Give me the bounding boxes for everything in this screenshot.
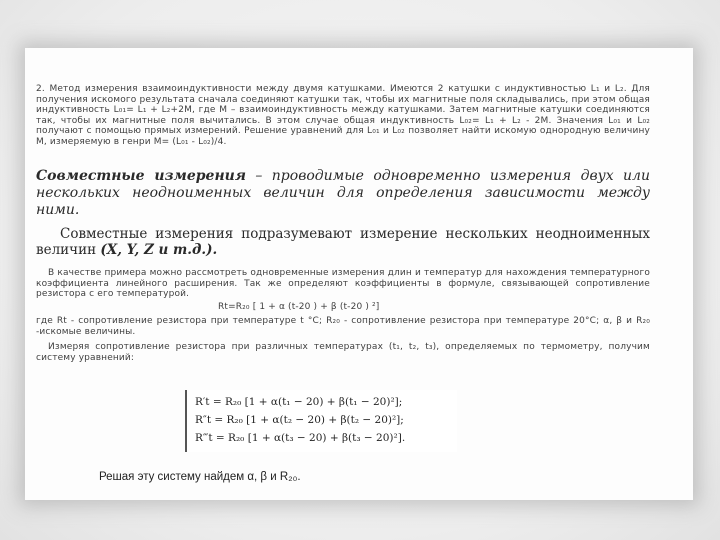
equation-2: R″t = R₂₀ [1 + α(t₂ − 20) + β(t₂ − 20)²]; bbox=[195, 414, 404, 426]
resistance-formula: Rt=R₂₀ [ 1 + α (t-20 ) + β (t-20 ) ²] bbox=[218, 302, 380, 312]
joint-text: Совместные измерения подразумевают измерение нескольких неодноименных величин bbox=[36, 226, 650, 258]
example-paragraph: В качестве примера можно рассмотреть одновременные измерения длин и температур для нахождения температурного коэффициента линейного расширения. Так же определяют коэффициенты в формуле, связывающей сопротивление резистора с его температурой. bbox=[36, 268, 650, 299]
measurement-paragraph: Измеряя сопротивление резистора при различных температурах (t₁, t₂, t₃), определяемых по термометру, получим систему уравнений: bbox=[36, 342, 650, 363]
joint-measurements-paragraph bbox=[36, 226, 650, 258]
equation-1: R′t = R₂₀ [1 + α(t₁ − 20) + β(t₁ − 20)²]; bbox=[195, 396, 403, 408]
solution-statement: Решая эту систему найдем α, β и R₂₀. bbox=[99, 471, 301, 483]
equation-3: R‴t = R₂₀ [1 + α(t₃ − 20) + β(t₃ − 20)²]. bbox=[195, 432, 406, 444]
paragraph-inductance-method: 2. Метод измерения взаимоиндуктивности между двумя катушками. Имеются 2 катушки с индуктивностью L₁ и L₂. Для получения искомого результата сначала соединяют катушки так, чтобы их магнитные поля складывались, при этом общая индуктивность L₀₁= L₁ + L₂+2M, где M – взаимоиндуктивность между катушками. Затем магнитные катушки соединяются так, чтобы их магнитные поля вычитались. В этом случае общая индуктивность L₀₂= L₁ + L₂ - 2M. Значения L₀₁ и L₀₂ получают с помощью прямых измерений. Решение уравнений для L₀₁ и L₀₂ позволяет найти искомую однородную величину M, измеряемую в генри M= (L₀₁ - L₀₂)/4. bbox=[36, 84, 650, 147]
formula-legend: где Rt - сопротивление резистора при температуре t °C; R₂₀ - сопротивление резистора при температуре 20°С; α, β и R₂₀ -искомые величины. bbox=[36, 316, 650, 337]
definition-term: Совместные измерения bbox=[36, 168, 246, 184]
joint-variables: (X, Y, Z и т.д.). bbox=[100, 242, 218, 258]
definition-text: – проводимые одновременно измерения двух или нескольких неодноименных величин для определения зависимости между ними. bbox=[36, 168, 650, 218]
joint-measurements-definition bbox=[36, 168, 650, 219]
equation-system-image bbox=[185, 390, 457, 452]
